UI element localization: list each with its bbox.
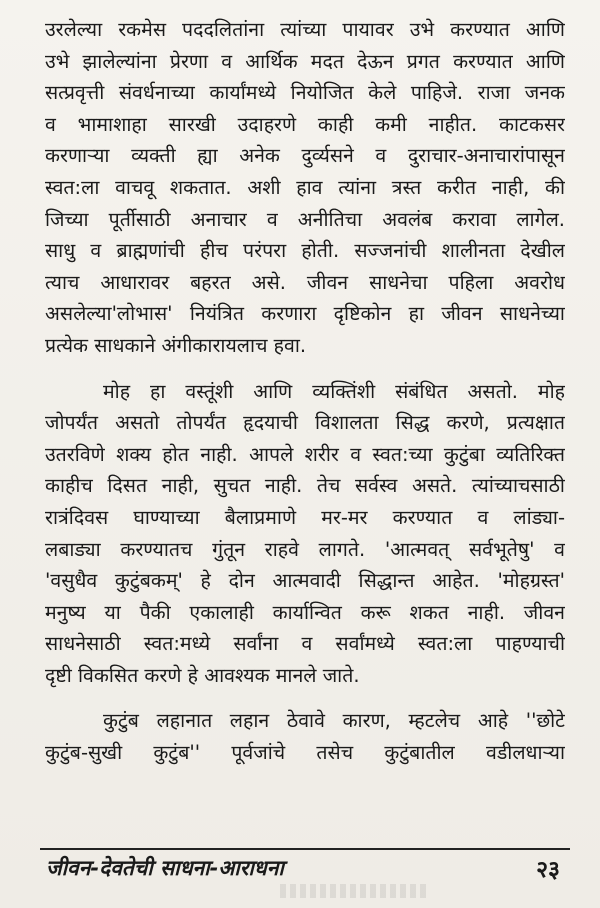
running-footer-title: जीवन-देवतेची साधना-आराधना: [46, 856, 284, 880]
text-line: उतरविणे शक्य होत नाही. आपले शरीर व स्वत:च्या कुटुंबा व्यतिरिक्त: [45, 442, 565, 466]
text-line: करणाऱ्या व्यक्ती ह्या अनेक दुर्व्यसने व दुराचार-अनाचारांपासून: [45, 144, 565, 168]
text-line: रात्रंदिवस घाण्याच्या बैलाप्रमाणे मर-मर करण्यात व लांड्या-: [45, 505, 565, 529]
text-line: असलेल्या'लोभास' नियंत्रित करणारा दृष्टिकोन हा जीवन साधनेच्या: [45, 302, 565, 326]
text-line: प्रत्येक साधकाने अंगीकारायलाच हवा.: [45, 333, 307, 357]
text-line: साधनेसाठी स्वत:मध्ये सर्वांना व सर्वांमध्ये स्वत:ला पाहण्याची: [45, 632, 565, 656]
text-line: उरलेल्या रकमेस पददलितांना त्यांच्या पायावर उभे करण्यात आणि: [45, 18, 565, 41]
paragraph-2: [45, 376, 565, 692]
text-line: दृष्टी विकसित करणे हे आवश्यक मानले जाते.: [45, 663, 360, 687]
text-line: उभे झालेल्यांना प्रेरणा व आर्थिक मदत देऊन प्रगत करण्यात आणि: [45, 49, 565, 73]
paragraph-1: [45, 14, 565, 362]
text-line: काहीच दिसत नाही, सुचत नाही. तेच सर्वस्व असते. त्यांच्याचसाठी: [45, 474, 565, 498]
text-line: जोपर्यंत असतो तोपर्यंत हृदयाची विशालता सिद्ध करणे, प्रत्यक्षात: [45, 411, 565, 435]
footer-divider: [40, 848, 570, 850]
text-line: स्वत:ला वाचवू शकतात. अशी हाव त्यांना त्रस्त करीत नाही, की: [45, 175, 565, 199]
body-text: [45, 14, 565, 769]
paragraph-3: [45, 705, 565, 768]
text-line: मोह हा वस्तूंशी आणि व्यक्तिंशी संबंधित असतो. मोह: [103, 379, 565, 403]
text-line: व भामाशाहा सारखी उदाहरणे काही कमी नाहीत. काटकसर: [45, 112, 565, 136]
text-line: सत्प्रवृत्ती संवर्धनाच्या कार्यांमध्ये नियोजित केले पाहिजे. राजा जनक: [45, 81, 565, 105]
text-line: कुटुंब-सुखी कुटुंब'' पूर्वजांचे तसेच कुटुंबातील वडीलधाऱ्या: [45, 741, 565, 765]
text-line: 'वसुधैव कुटुंबकम्' हे दोन आत्मवादी सिद्धान्त आहेत. 'मोहग्रस्त': [45, 569, 565, 593]
show-through-texture: [280, 884, 430, 898]
text-line: लबाड्या करण्यातच गुंतून राहवे लागते. 'आत्मवत् सर्वभूतेषु' व: [45, 537, 565, 561]
page-number: २३: [536, 857, 560, 883]
text-line: मनुष्य या पैकी एकालाही कार्यान्वित करू शकत नाही. जीवन: [45, 600, 565, 624]
text-line: त्याच आधारावर बहरत असे. जीवन साधनेचा पहिला अवरोध: [45, 270, 565, 294]
text-line: कुटुंब लहानात लहान ठेवावे कारण, म्हटलेच आहे ''छोटे: [103, 709, 565, 733]
text-line: जिच्या पूर्तीसाठी अनाचार व अनीतिचा अवलंब करावा लागेल.: [45, 207, 565, 231]
text-line: साधु व ब्राह्मणांची हीच परंपरा होती. सज्जनांची शालीनता देखील: [45, 239, 565, 263]
